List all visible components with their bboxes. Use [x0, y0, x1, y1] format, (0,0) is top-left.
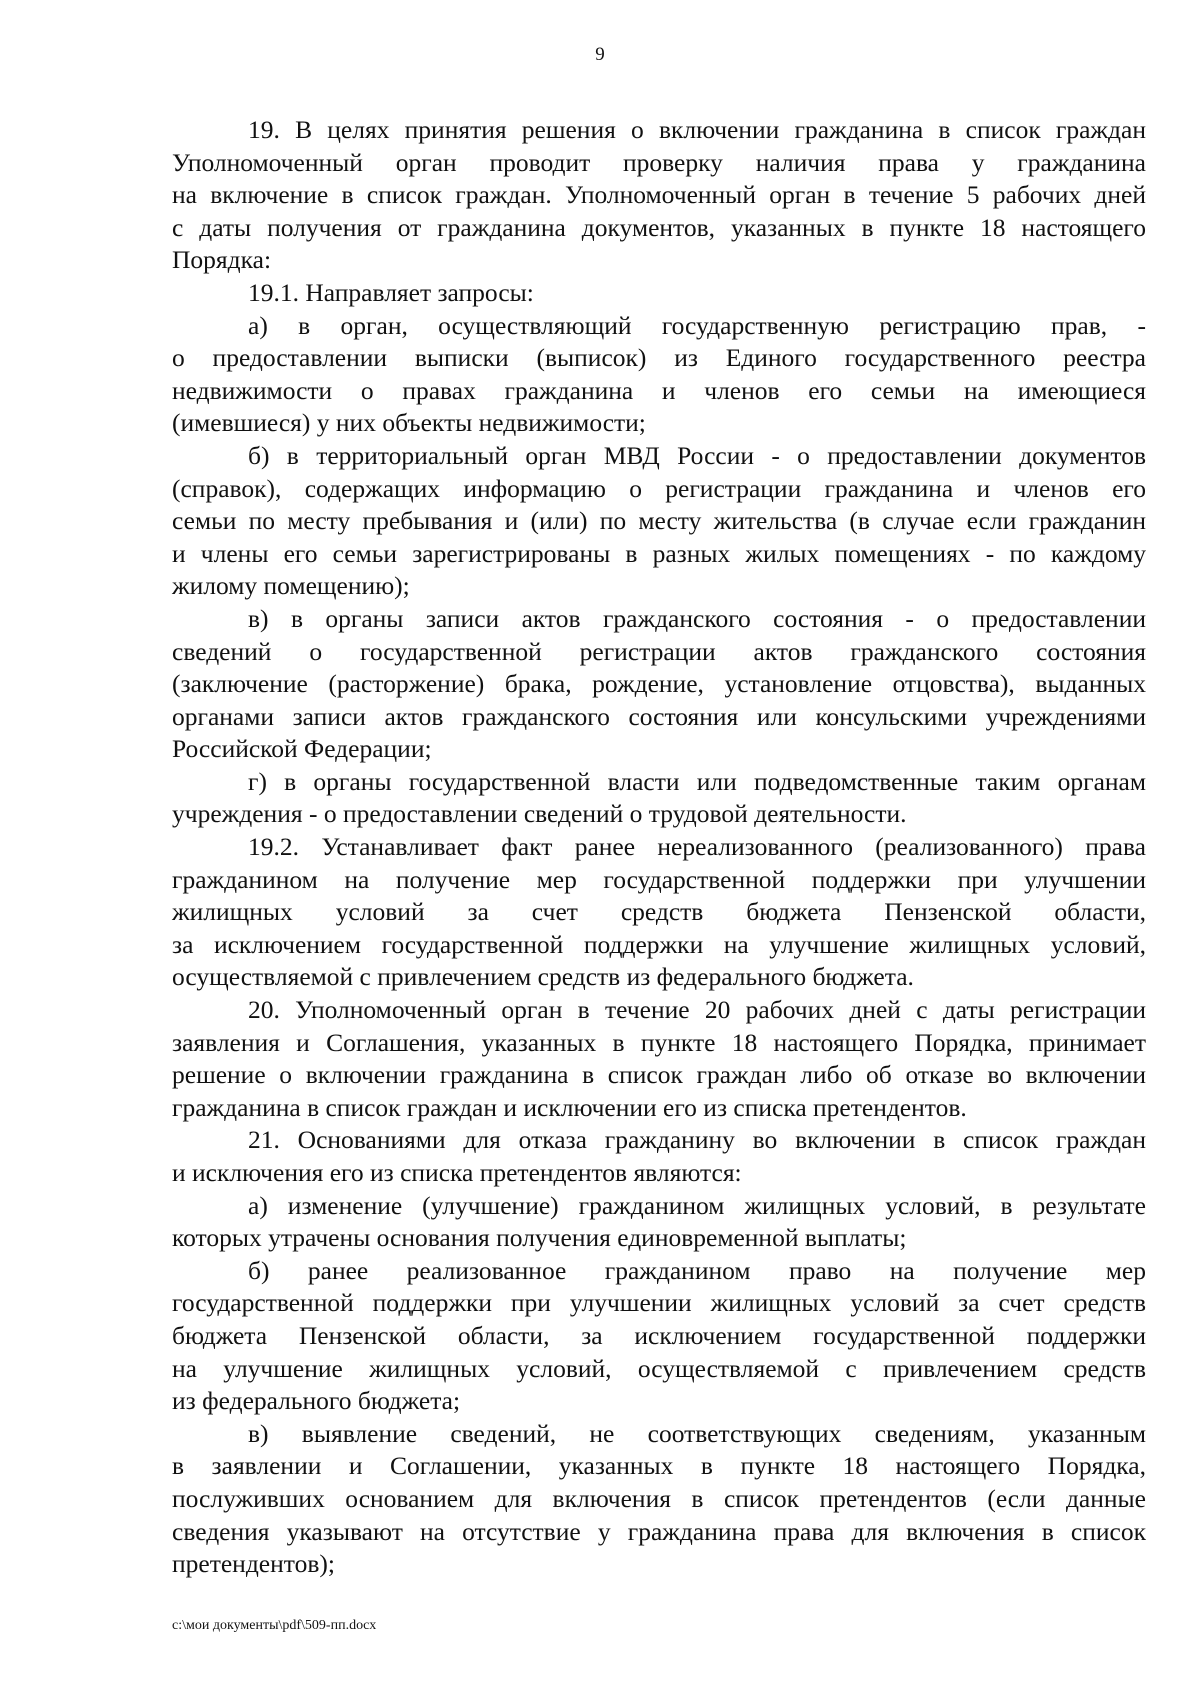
text-line: Порядка: — [172, 245, 272, 275]
text-line: а) изменение (улучшение) гражданином жилищных условий, в результате — [248, 1190, 1146, 1220]
text-line: сведения указывают на отсутствие у гражданина права для включения в список — [172, 1516, 1146, 1546]
text-line: с даты получения от гражданина документов, указанных в пункте 18 настоящего — [172, 212, 1146, 242]
text-line: 19.1. Направляет запросы: — [248, 277, 534, 307]
text-line: в заявлении и Соглашении, указанных в пункте 18 настоящего Порядка, — [172, 1451, 1146, 1481]
footer-file-path: c:\мои документы\pdf\509-пп.docx — [172, 1618, 377, 1633]
text-line: семьи по месту пребывания и (или) по месту жительства (в случае если гражданин — [172, 506, 1146, 536]
paragraph — [172, 1124, 1146, 1189]
text-line: жилищных условий за счет средств бюджета Пензенской области, — [172, 897, 1146, 927]
text-line: на улучшение жилищных условий, осуществляемой с привлечением средств — [172, 1353, 1146, 1383]
text-line: 21. Основаниями для отказа гражданину во включении в список граждан — [248, 1125, 1146, 1155]
text-line: сведений о государственной регистрации актов гражданского состояния — [172, 636, 1146, 666]
text-line: претендентов); — [172, 1549, 335, 1579]
text-line: жилому помещению); — [172, 571, 410, 601]
text-line: г) в органы государственной власти или подведомственные таким органам — [248, 766, 1146, 796]
text-line: Российской Федерации; — [172, 734, 432, 764]
text-line: недвижимости о правах гражданина и членов его семьи на имеющиеся — [172, 375, 1146, 405]
text-line: а) в орган, осуществляющий государственную регистрацию прав, - — [248, 310, 1146, 340]
text-line: осуществляемой с привлечением средств из федерального бюджета. — [172, 962, 914, 992]
text-line: заявления и Соглашения, указанных в пункте 18 настоящего Порядка, принимает — [172, 1027, 1146, 1057]
text-line: гражданина в список граждан и исключении его из списка претендентов. — [172, 1092, 967, 1122]
text-line: б) ранее реализованное гражданином право на получение мер — [248, 1255, 1146, 1285]
text-line: которых утрачены основания получения единовременной выплаты; — [172, 1223, 907, 1253]
text-line: (имевшиеся) у них объекты недвижимости; — [172, 408, 646, 438]
document-body — [172, 114, 1146, 1581]
text-line: бюджета Пензенской области, за исключением государственной поддержки — [172, 1320, 1146, 1350]
text-line: б) в территориальный орган МВД России - о предоставлении документов — [248, 440, 1146, 470]
text-line: 20. Уполномоченный орган в течение 20 рабочих дней с даты регистрации — [248, 995, 1146, 1025]
paragraph — [172, 1418, 1146, 1581]
text-line: учреждения - о предоставлении сведений о трудовой деятельности. — [172, 799, 907, 829]
text-line: послуживших основанием для включения в список претендентов (если данные — [172, 1483, 1146, 1513]
text-line: (справок), содержащих информацию о регистрации гражданина и членов его — [172, 473, 1146, 503]
text-line: (заключение (расторжение) брака, рождение, установление отцовства), выданных — [172, 669, 1146, 699]
text-line: на включение в список граждан. Уполномоченный орган в течение 5 рабочих дней — [172, 180, 1146, 210]
paragraph — [172, 440, 1146, 603]
paragraph — [172, 766, 1146, 831]
text-line: Уполномоченный орган проводит проверку наличия права у гражданина — [172, 147, 1146, 177]
text-line: гражданином на получение мер государственной поддержки при улучшении — [172, 864, 1146, 894]
text-line: о предоставлении выписки (выписок) из Единого государственного реестра — [172, 343, 1146, 373]
paragraph — [172, 603, 1146, 766]
paragraph — [172, 1255, 1146, 1418]
text-line: органами записи актов гражданского состояния или консульскими учреждениями — [172, 701, 1146, 731]
paragraph — [172, 1190, 1146, 1255]
text-line: государственной поддержки при улучшении жилищных условий за счет средств — [172, 1288, 1146, 1318]
paragraph — [172, 310, 1146, 440]
text-line: за исключением государственной поддержки на улучшение жилищных условий, — [172, 929, 1146, 959]
text-line: в) в органы записи актов гражданского состояния - о предоставлении — [248, 603, 1146, 633]
text-line: 19. В целях принятия решения о включении гражданина в список граждан — [248, 115, 1146, 144]
paragraph — [172, 277, 1146, 310]
text-line: в) выявление сведений, не соответствующих сведениям, указанным — [248, 1418, 1146, 1448]
text-line: из федерального бюджета; — [172, 1386, 461, 1416]
paragraph — [172, 114, 1146, 277]
text-line: и исключения его из списка претендентов являются: — [172, 1158, 742, 1187]
paragraph — [172, 994, 1146, 1124]
paragraph — [172, 831, 1146, 994]
text-line: и члены его семьи зарегистрированы в разных жилых помещениях - по каждому — [172, 538, 1146, 568]
page-number: 9 — [595, 44, 605, 65]
text-line: 19.2. Устанавливает факт ранее нереализованного (реализованного) права — [248, 832, 1146, 862]
text-line: решение о включении гражданина в список граждан либо об отказе во включении — [172, 1060, 1146, 1090]
